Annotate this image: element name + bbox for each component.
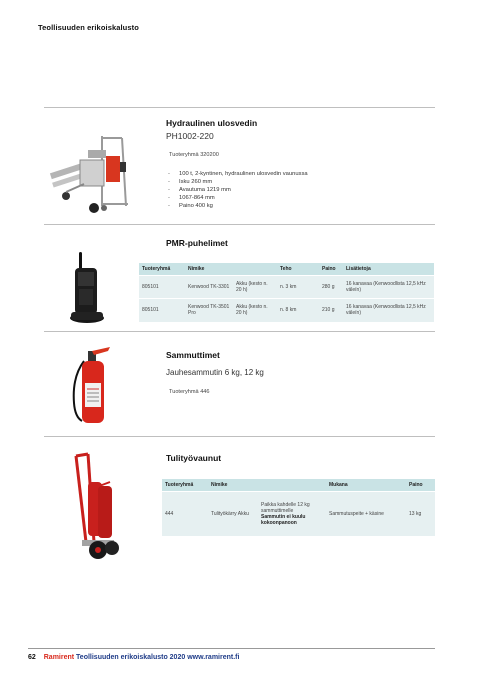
column-header: Mukana [326,479,406,492]
hydraulic-spec-list [168,170,308,210]
table-cell: 805101 [139,299,185,322]
hydraulic-model: PH1002-220 [166,131,214,141]
extinguisher-subtitle: Jauhesammutin 6 kg, 12 kg [166,368,264,377]
spec-item: - 100 t, 2-kyntinen, hydraulinen ulosvedin vaunussa [168,170,308,178]
column-header: Nimike [185,263,233,276]
radio-phone-image [67,250,107,324]
footer-text: Teollisuuden erikoiskalusto 2020 [76,654,186,661]
table-header-row [139,263,434,276]
table-cell: Kenwood TK-3501 Pro [185,299,233,322]
page-footer [28,654,239,661]
section-divider [44,436,435,437]
section-divider [44,331,435,332]
table-cell: Kenwood TK-3301 [185,276,233,299]
pmr-title: PMR-puhelimet [166,238,228,248]
section-divider [44,224,435,225]
table-cell: n. 3 km [277,276,319,299]
hydraulic-group: Tuoteryhmä 320200 [169,152,219,158]
extinguisher-title: Sammuttimet [166,350,220,360]
spec-item: - 1067-864 mm [168,194,308,202]
table-cell: n. 8 km [277,299,319,322]
page-header-title: Teollisuuden erikoiskalusto [38,23,139,32]
hydraulic-puller-image [44,126,150,218]
pmr-table [139,263,434,322]
table-cell: Akku (kesto n. 20 h) [233,299,277,322]
trolley-image [68,452,128,562]
column-header: Nimike [208,479,258,492]
table-cell: Tulityökärry Akku [208,492,258,536]
column-header: Lisätietoja [343,263,434,276]
column-header: Tuoteryhmä [162,479,208,492]
extinguisher-group: Tuoteryhmä 446 [169,389,210,395]
trolley-place-text: Paikka kahdelle 12 kg sammuttimelle [261,501,310,514]
column-header [233,263,277,276]
table-row [139,276,434,299]
table-cell [258,492,326,536]
trolley-note-text: Sammutin ei kuulu kokoonpanoon [261,513,306,526]
spec-item: - Isku 260 mm [168,178,308,186]
footer-url-link[interactable]: www.ramirent.fi [187,654,240,661]
table-row [162,492,435,536]
hydraulic-title: Hydraulinen ulosvedin [166,118,258,128]
table-cell: 16 kanavaa (Kenwoodlista 12,5 kHz väleín) [343,299,434,322]
column-header [258,479,326,492]
table-cell: 444 [162,492,208,536]
spec-item: - Avautuma 1219 mm [168,186,308,194]
section-divider [44,107,435,108]
column-header: Paino [406,479,435,492]
table-row [139,299,434,322]
column-header: Paino [319,263,343,276]
table-cell: Sammutuspeite + käsine [326,492,406,536]
footer-brand: Ramirent [43,654,75,661]
table-cell: 280 g [319,276,343,299]
spec-item: - Paino 400 kg [168,202,308,210]
table-cell: 13 kg [406,492,435,536]
trolley-title: Tulityövaunut [166,453,222,463]
footer-divider [28,648,435,649]
table-cell: 210 g [319,299,343,322]
table-cell: 805101 [139,276,185,299]
table-cell: 16 kanavaa (Kenwoodlista 12,5 kHz väleín) [343,276,434,299]
table-cell: Akku (kesto n. 20 h) [233,276,277,299]
column-header: Tuoteryhmä [139,263,185,276]
trolley-table [162,479,435,536]
fire-extinguisher-image [70,347,114,427]
page-number: 62 [28,654,36,661]
column-header: Teho [277,263,319,276]
table-header-row [162,479,435,492]
